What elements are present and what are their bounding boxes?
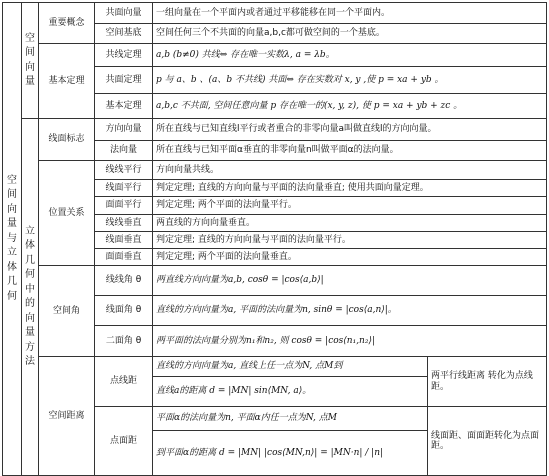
normal-vector-text: 所在直线与已知平面α垂直的非零向量n叫做平面α的法向量。 (153, 141, 547, 161)
direction-vector-text: 所在直线与已知直线l平行或者重合的非零向量a叫做直线l的方向向量。 (153, 119, 547, 141)
position-label: 线线垂直 (95, 215, 153, 232)
position-label: 线面平行 (95, 180, 153, 197)
section-vector: 空间向量 (22, 3, 39, 119)
position-text: 判定定理; 两个平面的法向量垂直。 (153, 249, 547, 266)
basic-theorem-text: a,b,c 不共面, 空间任意向量 p 存在唯一的(x, y, z), 使 p = xa + yb + zc 。 (153, 94, 547, 119)
section-solid: 立体几何中的向量方法 (22, 119, 39, 476)
position-text: 判定定理; 直线的方向向量与平面的法向量垂直; 使用共面向量定理。 (153, 180, 547, 197)
group-line-plane: 线面标志 (39, 119, 95, 161)
point-plane-label: 点面距 (95, 407, 153, 476)
dihedral-angle-text: 两平面的法向量分别为n₁和n₂, 则 cosθ = |cos⟨n₁,n₂⟩| (153, 326, 547, 357)
point-plane-note: 线面距、面面距转化为点面距。 (428, 407, 547, 476)
line-line-angle-text: 两直线方向向量为a,b, cosθ = |cos⟨a,b⟩| (153, 266, 547, 296)
point-plane-text-2: 到平面α的距离 d = |MN| |cos⟨MN,n⟩| = |MN·n| / |n| (153, 431, 428, 476)
position-label: 面面平行 (95, 197, 153, 215)
group-distance: 空间距离 (39, 357, 95, 476)
position-label: 面面垂直 (95, 249, 153, 266)
position-label: 线面垂直 (95, 232, 153, 249)
coplanar-vector-label: 共面向量 (95, 3, 153, 24)
line-line-angle-label: 线线角 θ (95, 266, 153, 296)
group-theorems: 基本定理 (39, 44, 95, 119)
line-plane-angle-label: 线面角 θ (95, 296, 153, 326)
normal-vector-label: 法向量 (95, 141, 153, 161)
position-text: 判定定理; 两个平面的法向量平行。 (153, 197, 547, 215)
chapter-title: 空间向量与立体几何 (3, 3, 22, 476)
point-line-text-2: 直线a的距离 d = |MN| sin⟨MN, a⟩。 (153, 377, 428, 407)
dihedral-angle-label: 二面角 θ (95, 326, 153, 357)
position-text: 两直线的方向向量垂直。 (153, 215, 547, 232)
point-line-note: 两平行线距离 转化为点线距。 (428, 357, 547, 407)
point-line-label: 点线距 (95, 357, 153, 407)
line-plane-angle-text: 直线的方向向量为a, 平面的法向量为n, sinθ = |cos⟨a,n⟩|。 (153, 296, 547, 326)
coplanar-theorem-text: p 与 a、b 、(a、b 不共线) 共面⇔ 存在实数对 x, y ,使 p = xa + yb 。 (153, 67, 547, 94)
group-concepts: 重要概念 (39, 3, 95, 44)
direction-vector-label: 方向向量 (95, 119, 153, 141)
position-text: 方向向量共线。 (153, 161, 547, 180)
point-line-text-1: 直线的方向向量为a, 直线上任一点为N, 点M到 (153, 357, 428, 377)
position-label: 线线平行 (95, 161, 153, 180)
collinear-text: a,b (b≠0) 共线⇔ 存在唯一实数λ, a = λb。 (153, 44, 547, 67)
basic-theorem-label: 基本定理 (95, 94, 153, 119)
coplanar-theorem-label: 共面定理 (95, 67, 153, 94)
basis-label: 空间基底 (95, 24, 153, 44)
point-plane-text-1: 平面α的法向量为n, 平面α内任一点为N, 点M (153, 407, 428, 431)
collinear-label: 共线定理 (95, 44, 153, 67)
group-angles: 空间角 (39, 266, 95, 357)
basis-text: 空间任何三个不共面的向量a,b,c都可做空间的一个基底。 (153, 24, 547, 44)
group-position: 位置关系 (39, 161, 95, 266)
position-text: 判定定理; 直线的方向向量与平面的法向量平行。 (153, 232, 547, 249)
summary-table (2, 2, 547, 476)
coplanar-vector-text: 一组向量在一个平面内或者通过平移能移在同一个平面内。 (153, 3, 547, 24)
